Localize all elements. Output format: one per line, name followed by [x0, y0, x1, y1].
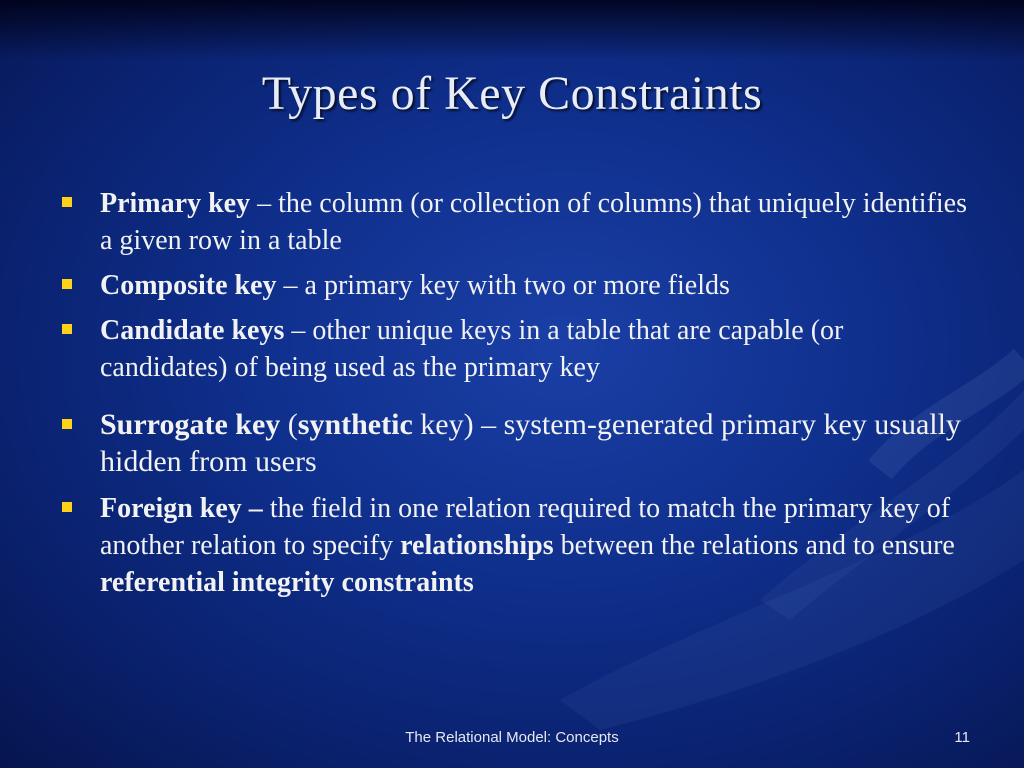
square-bullet-icon	[62, 502, 72, 512]
definition-part: between the relations and to ensure	[553, 530, 955, 561]
square-bullet-icon	[62, 197, 72, 207]
definition-part: key) – system-generated primary key usually hidden from users	[100, 408, 961, 478]
bullet-primary-key	[62, 185, 967, 259]
term-referential-integrity: referential integrity constraints	[100, 567, 474, 598]
term: Primary key	[100, 188, 251, 219]
term: Foreign key –	[100, 493, 263, 524]
term-synthetic: synthetic	[297, 408, 413, 441]
page-number: 11	[954, 729, 970, 746]
slide-title: Types of Key Constraints	[261, 67, 763, 120]
square-bullet-icon	[62, 279, 72, 289]
definition: – other unique keys in a table that are capable (or candidates) of being used as the primary key	[100, 315, 844, 383]
definition-part: the field in one relation required to match the primary key of another relation to specify	[100, 493, 951, 561]
term: Surrogate key	[100, 408, 281, 441]
square-bullet-icon	[62, 324, 72, 334]
bullet-candidate-keys	[62, 312, 967, 386]
definition: – the column (or collection of columns) that uniquely identifies a given row in a table	[100, 188, 968, 256]
bullet-surrogate-key	[62, 406, 967, 480]
definition-part: (	[280, 408, 298, 441]
term: Candidate keys	[100, 315, 285, 346]
term: Composite key	[100, 270, 277, 301]
definition: – a primary key with two or more fields	[276, 270, 730, 301]
slide-footer: The Relational Model: Concepts	[405, 729, 619, 746]
square-bullet-icon	[62, 419, 72, 429]
term-relationships: relationships	[400, 530, 554, 561]
bullet-foreign-key	[62, 490, 967, 601]
bullet-list	[62, 185, 967, 601]
bullet-composite-key	[62, 267, 967, 304]
